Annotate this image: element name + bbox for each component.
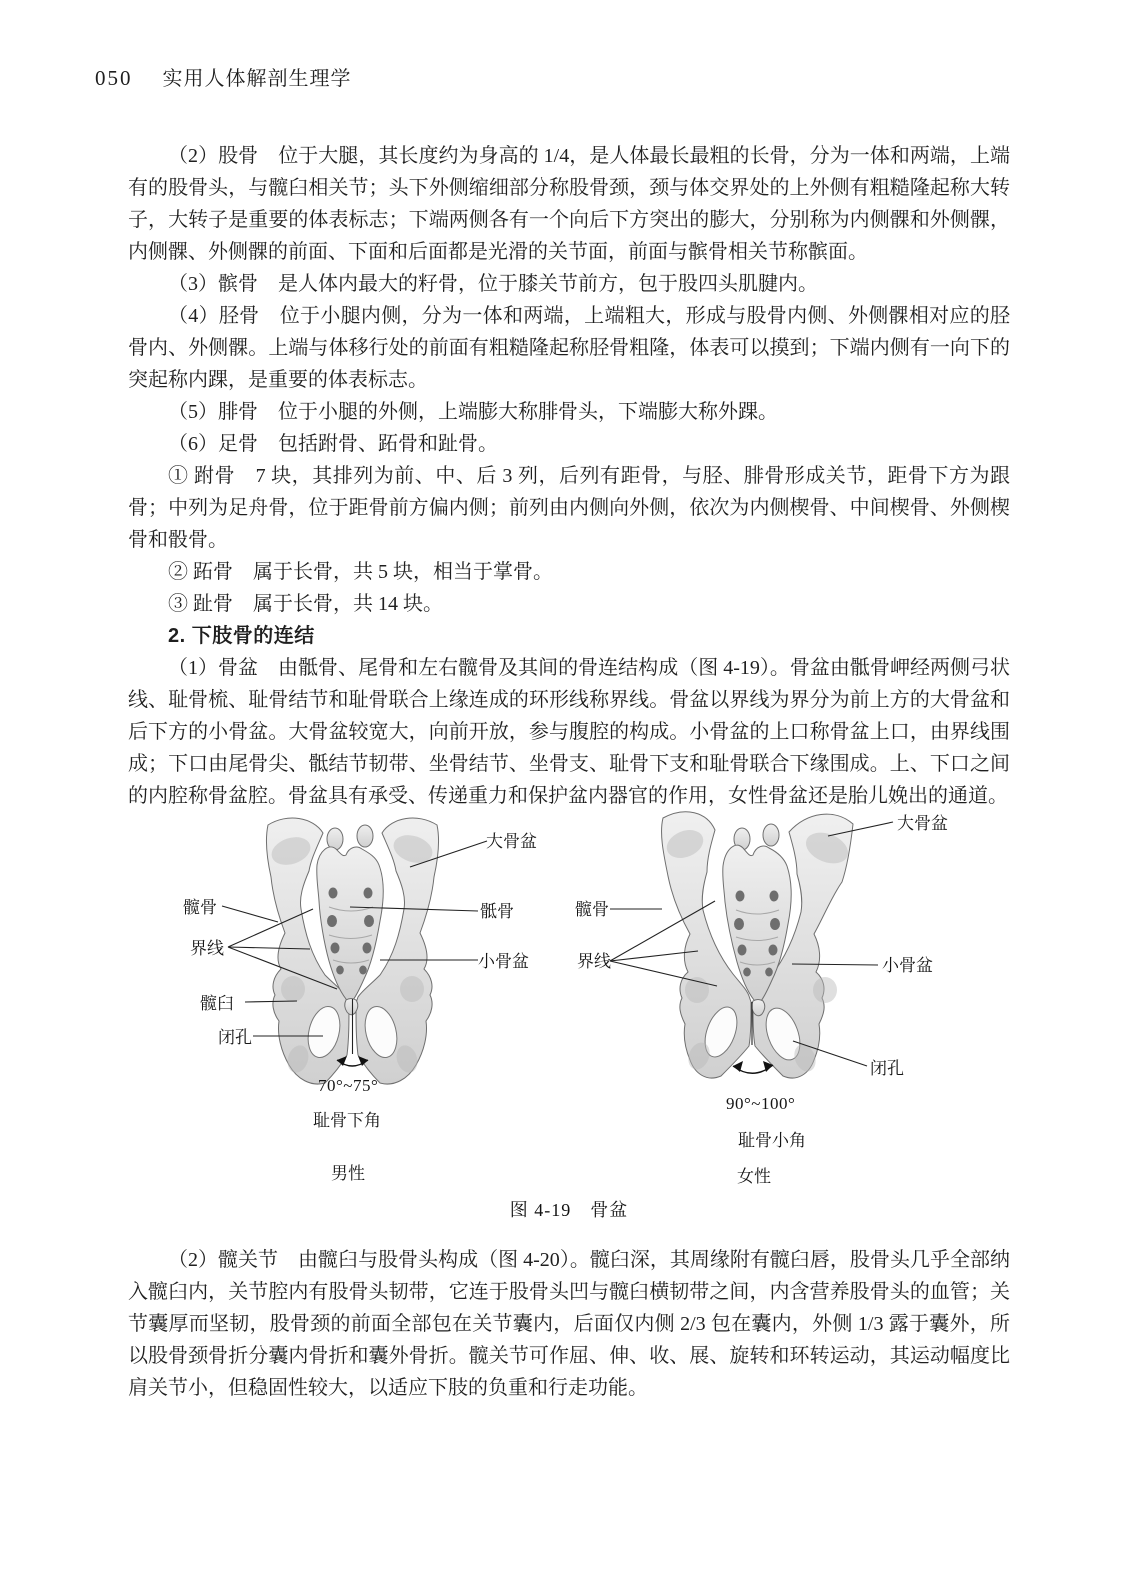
paragraph-foot: （6）足骨 包括跗骨、跖骨和趾骨。 — [168, 433, 498, 455]
book-title: 实用人体解剖生理学 — [162, 68, 352, 90]
female-figure-leader-lines — [550, 804, 1010, 1239]
paragraph-fibula: （5）腓骨 位于小腿的外侧，上端膨大称腓骨头，下端膨大称外踝。 — [168, 401, 778, 423]
figure-female-pelvis — [550, 804, 1010, 1239]
label-female-obturator-foramen: 闭孔 — [870, 1059, 904, 1078]
female-angle-value: 90°~100° — [726, 1094, 796, 1113]
paragraph-pelvis: （1）骨盆 由骶骨、尾骨和左右髋骨及其间的骨连结构成（图 4-19）。骨盆由骶骨岬经两侧弓状线、耻骨梳、耻骨结节和耻骨联合上缘连成的环形线称界线。骨盆以界线为界分为前上方的大骨盆和后下方的小骨盆。大骨盆较宽大，向前开放，参与腹腔的构成。小骨盆的上口称骨盆上口，由界线围成；下口由尾骨尖、骶结节韧带、坐骨结节、坐骨支、耻骨下支和耻骨联合下缘围成。上、下口之间的内腔称骨盆腔。骨盆具有承受、传递重力和保护盆内器官的作用，女性骨盆还是胎儿娩出的通道。 — [128, 657, 1010, 807]
label-male-greater-pelvis: 大骨盆 — [486, 832, 537, 851]
male-sex-label: 男性 — [331, 1164, 365, 1183]
figure-male-pelvis — [150, 804, 550, 1239]
paragraph-tarsals: ① 跗骨 7 块，其排列为前、中、后 3 列，后列有距骨，与胫、腓骨形成关节，距骨下方为跟骨；中列为足舟骨，位于距骨前方偏内侧；前列由内侧向外侧，依次为内侧楔骨、中间楔骨、外侧楔骨和骰骨。 — [128, 465, 1010, 551]
female-angle-name: 耻骨小角 — [738, 1131, 806, 1150]
male-angle-name: 耻骨下角 — [313, 1111, 381, 1130]
figure-caption: 图 4-19 骨盆 — [509, 1200, 629, 1220]
paragraph-metatarsals: ② 跖骨 属于长骨，共 5 块，相当于掌骨。 — [168, 561, 553, 583]
body-text — [128, 140, 1010, 1404]
label-female-greater-pelvis: 大骨盆 — [897, 814, 948, 833]
label-male-sacrum: 骶骨 — [480, 902, 514, 921]
female-sex-label: 女性 — [737, 1167, 771, 1186]
figure-4-19 — [128, 804, 1010, 1244]
label-female-hip-bone: 髋骨 — [575, 900, 609, 919]
page-number: 050 — [95, 66, 133, 90]
paragraph-phalanges: ③ 趾骨 属于长骨，共 14 块。 — [168, 593, 443, 615]
label-male-terminal-line: 界线 — [190, 939, 224, 958]
section-heading: 2. 下肢骨的连结 — [168, 625, 315, 647]
paragraph-patella: （3）髌骨 是人体内最大的籽骨，位于膝关节前方，包于股四头肌腱内。 — [168, 273, 818, 295]
paragraph-tibia: （4）胫骨 位于小腿内侧，分为一体和两端，上端粗大，形成与股骨内侧、外侧髁相对应的胫骨内、外侧髁。上端与体移行处的前面有粗糙隆起称胫骨粗隆，体表可以摸到；下端内侧有一向下的突起称内踝，是重要的体表标志。 — [128, 305, 1010, 391]
page-header — [95, 62, 352, 91]
label-female-terminal-line: 界线 — [577, 952, 611, 971]
label-male-lesser-pelvis: 小骨盆 — [478, 952, 529, 971]
paragraph-femur: （2）股骨 位于大腿，其长度约为身高的 1/4，是人体最长最粗的长骨，分为一体和两端，上端有的股骨头，与髋臼相关节；头下外侧缩细部分称股骨颈，颈与体交界处的上外侧有粗糙隆起称大转子，大转子是重要的体表标志；下端两侧各有一个向后下方突出的膨大，分别称为内侧髁和外侧髁，内侧髁、外侧髁的前面、下面和后面都是光滑的关节面，前面与髌骨相关节称髌面。 — [128, 145, 1010, 263]
paragraph-hip-joint: （2）髋关节 由髋臼与股骨头构成（图 4-20）。髋臼深，其周缘附有髋臼唇，股骨头几乎全部纳入髋臼内，关节腔内有股骨头韧带，它连于股骨头凹与髋臼横韧带之间，内含营养股骨头的血管；关节囊厚而坚韧，股骨颈的前面全部包在关节囊内，后面仅内侧 2/3 包在囊内，外侧 1/3 露于囊外，所以股骨颈骨折分囊内骨折和囊外骨折。髋关节可作屈、伸、收、展、旋转和环转运动，其运动幅度比肩关节小，但稳固性较大，以适应下肢的负重和行走功能。 — [128, 1249, 1010, 1399]
label-female-lesser-pelvis: 小骨盆 — [882, 956, 933, 975]
male-angle-value: 70°~75° — [318, 1076, 379, 1095]
label-male-acetabulum: 髋臼 — [200, 994, 234, 1013]
label-male-obturator-foramen: 闭孔 — [218, 1028, 252, 1047]
label-male-hip-bone: 髋骨 — [183, 898, 217, 917]
